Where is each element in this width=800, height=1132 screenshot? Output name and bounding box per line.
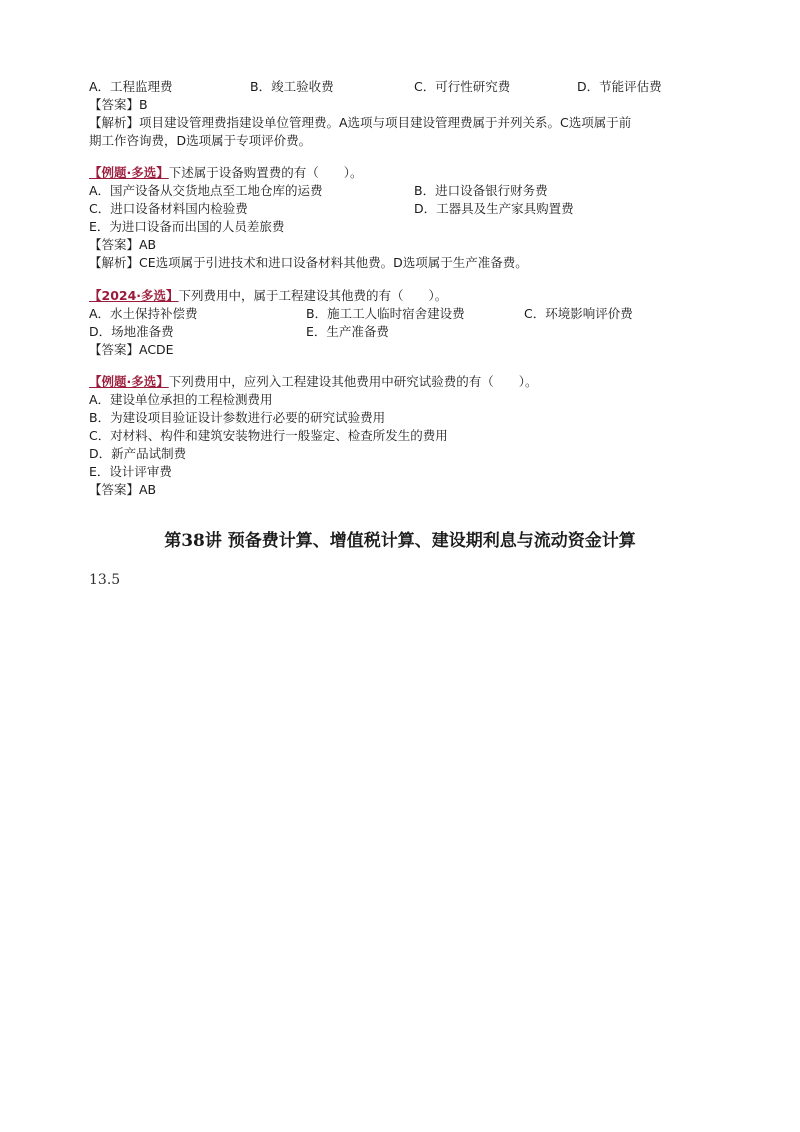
option-a: A．水土保持补偿费 [89, 306, 198, 321]
question-stem [89, 164, 363, 182]
answer: 【答案】B [89, 97, 148, 112]
answer: 【答案】AB [89, 482, 157, 497]
question-stem [89, 287, 447, 305]
section-heading: 第38讲 预备费计算、增值税计算、建设期利息与流动资金计算 [164, 531, 636, 551]
page-number: 13.5 [89, 572, 121, 588]
question-tag: 【例题·多选】 [89, 374, 169, 389]
analysis: 【解析】CE选项属于引进技术和进口设备材料其他费。D选项属于生产准备费。 [89, 255, 528, 270]
option-e: E．设计评审费 [89, 464, 172, 479]
analysis: 【解析】项目建设管理费指建设单位管理费。A选项与项目建设管理费属于并列关系。C选项属于前 [89, 115, 632, 130]
option-c: C．环境影响评价费 [524, 306, 633, 321]
option-d: D．工器具及生产家具购置费 [414, 201, 574, 216]
option-c: C．进口设备材料国内检验费 [89, 201, 248, 216]
option-b: B．进口设备银行财务费 [414, 183, 548, 198]
option-e: E．生产准备费 [306, 324, 389, 339]
option-b: B．施工工人临时宿舍建设费 [306, 306, 465, 321]
option-d: D．节能评估费 [577, 79, 662, 94]
option-b: B．为建设项目验证设计参数进行必要的研究试验费用 [89, 410, 386, 425]
answer: 【答案】AB [89, 237, 157, 252]
question-tag: 【例题·多选】 [89, 165, 169, 180]
analysis-continued: 期工作咨询费，D选项属于专项评价费。 [89, 133, 312, 148]
option-a: A．建设单位承担的工程检测费用 [89, 392, 273, 407]
option-b: B．竣工验收费 [250, 79, 334, 94]
question-stem [89, 373, 538, 391]
option-c: C．对材料、构件和建筑安装物进行一般鉴定、检查所发生的费用 [89, 428, 448, 443]
answer: 【答案】ACDE [89, 342, 174, 357]
option-d: D．新产品试制费 [89, 446, 187, 461]
option-e: E．为进口设备而出国的人员差旅费 [89, 219, 285, 234]
question-text: 下列费用中，应列入工程建设其他费用中研究试验费的有（ ）。 [168, 374, 538, 389]
option-d: D．场地准备费 [89, 324, 174, 339]
option-c: C．可行性研究费 [414, 79, 511, 94]
question-text: 下述属于设备购置费的有（ ）。 [168, 165, 363, 180]
question-text: 下列费用中，属于工程建设其他费的有（ ）。 [178, 288, 448, 303]
question-tag: 【2024·多选】 [89, 288, 179, 303]
option-a: A．国产设备从交货地点至工地仓库的运费 [89, 183, 323, 198]
option-a: A．工程监理费 [89, 79, 173, 94]
